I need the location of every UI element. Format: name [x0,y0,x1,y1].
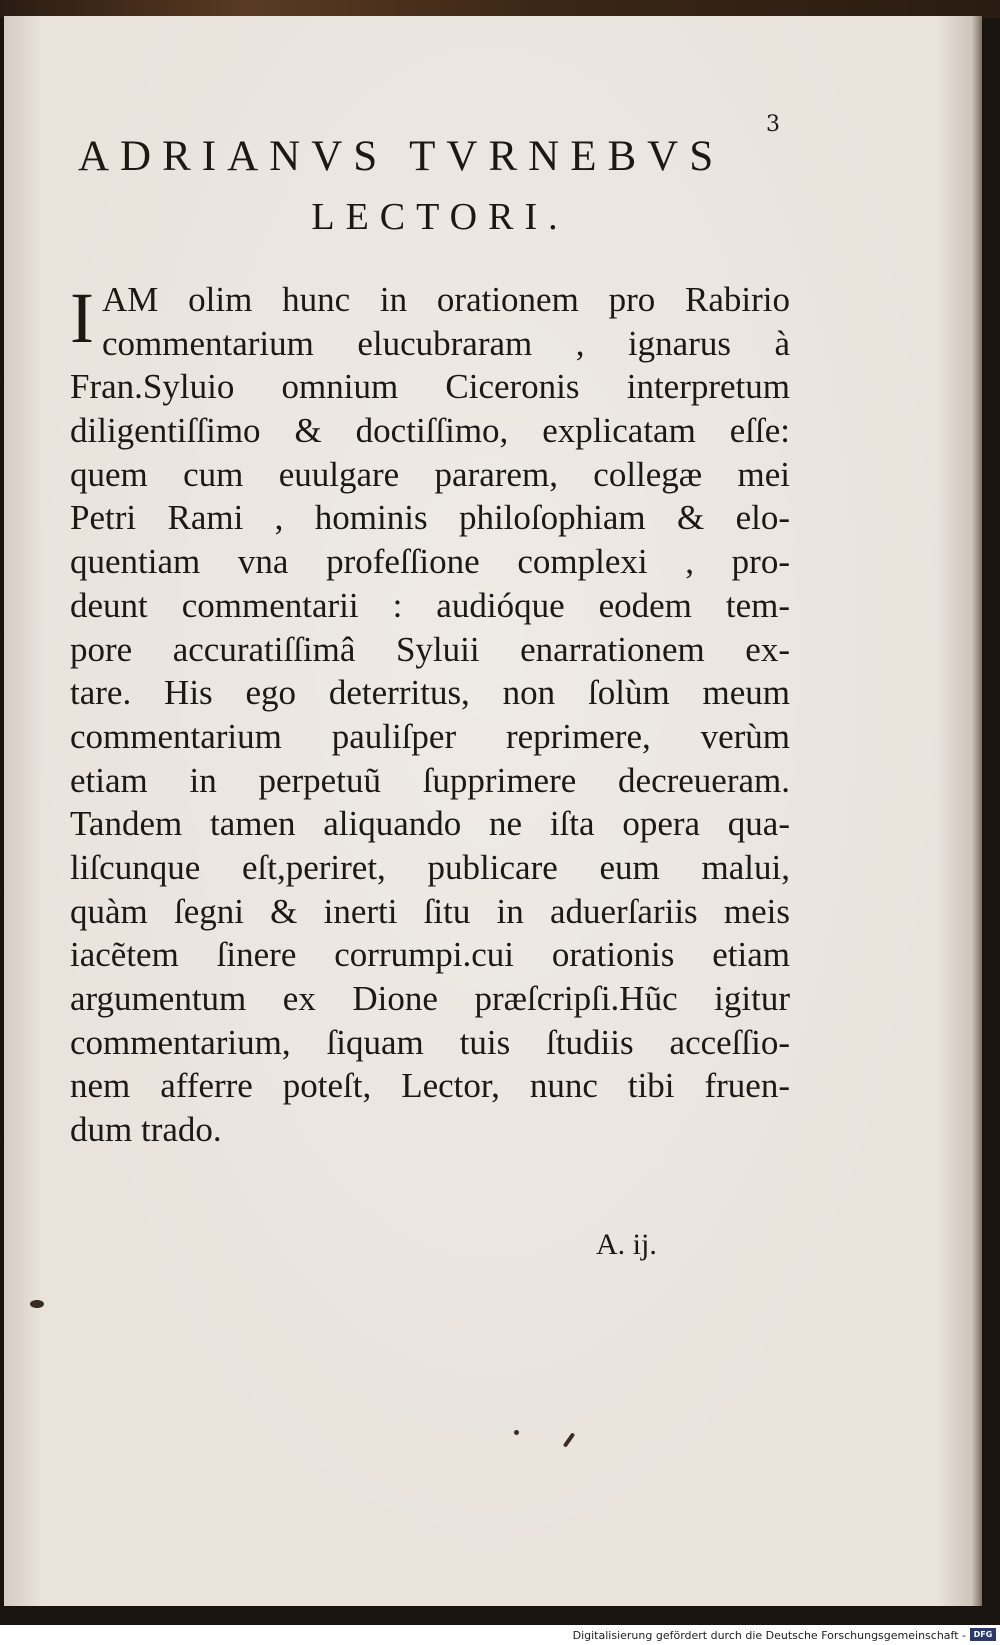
text-line: Petri Rami , hominis philoſophiam & elo- [70,498,790,538]
page-heading: ADRIANVS TVRNEBVS [78,133,725,180]
text-line: nem afferre poteſt, Lector, nunc tibi fruen- [70,1066,790,1106]
page-subheading: LECTORI. [311,196,569,238]
ink-blot [30,1300,44,1308]
text-line: dum trado. [70,1110,222,1150]
text-line: AM olim hunc in orationem pro Rabirio [102,280,790,319]
text-line: diligentiſſimo & doctiſſimo, explicatam eſſe: [70,411,790,451]
text-line: pore accuratiſſimâ Syluii enarrationem ex- [70,629,790,669]
text-line: argumentum ex Dione præſcripſi.Hũc igitur [70,979,790,1018]
text-line: Fran.Syluio omnium Ciceronis interpretum [70,367,790,407]
text-line: quem cum euulgare pararem, collegæ mei [70,454,790,494]
text-line: iacẽtem ſinere corrumpi.cui orationis etiam [70,935,790,975]
text-line: commentarium elucubraram , ignarus à [102,323,790,363]
text-line: etiam in perpetuũ ſupprimere decreueram. [70,760,790,800]
signature-mark: A. ij. [596,1228,657,1261]
text-line: commentarium, ſiquam tuis ſtudiis acceſſio- [70,1022,790,1062]
ink-speck [514,1430,519,1435]
text-line: Tandem tamen aliquando ne iſta opera qua- [70,804,790,844]
folio-number: 3 [766,112,780,137]
text-line: deunt commentarii : audióque eodem tem- [70,585,790,625]
dfg-logo: DFG [970,1628,996,1641]
initial-letter: I [70,278,94,358]
text-line: quàm ſegni & inerti ſitu in aduerſariis meis [70,891,790,931]
text-line: commentarium pauliſper reprimere, verùm [70,716,790,756]
text-line: tare. His ego deterritus, non ſolùm meum [70,673,790,713]
body-text [70,278,790,1152]
page-edge [972,16,982,1606]
footer-credit: Digitalisierung gefördert durch die Deutsche Forschungsgemeinschaft - [572,1629,966,1642]
text-line: liſcunque eſt,periret, publicare eum malui, [70,847,790,887]
text-line: quentiam vna profeſſione complexi , pro- [70,542,790,582]
